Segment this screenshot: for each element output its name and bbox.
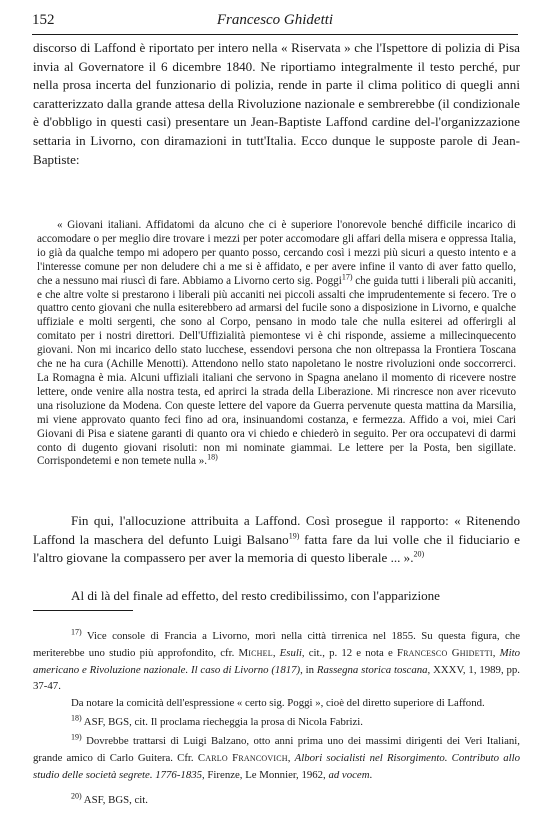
- footnote-19-text: , Firenze, Le Monnier, 1962,: [202, 768, 329, 781]
- footnote-19-text: ,: [287, 751, 295, 764]
- quote-text-part-1: « Giovani italiani. Affidatomi da alcuno che ci è superiore l'onorevole benché difficile incarico di accomodare o per meglio dire trovare i mezzi per poter accomodare gli affari della misera e oppressa Italia, io già da qualche tempo mi adopero per quanto posso, cercando così i mezzi più sicuri a questo intento e a l'interesse comune per non deludere chi a me si è affidato, e per avere infine il vanto di aver fatto quello, che a nessuno mai riuscì di fare. Abbiamo a Livorno certo sig. Poggi: [37, 219, 516, 287]
- footnote-19-mark: 19): [71, 732, 82, 742]
- footnote-17-text: Vice console di Francia a Livorno, morì nella città tirrenica nel 1855. Su questa figura, che meriterebbe uno studio più approfondito, cfr.: [33, 630, 520, 659]
- footnote-20-text: ASF, BGS, cit.: [81, 794, 149, 806]
- footnote-ref-20: 20): [413, 549, 425, 559]
- footnote-17-text: , cit., p. 12 e nota e: [301, 646, 397, 659]
- footnote-ref-18: 18): [207, 452, 218, 462]
- footnote-20-mark: 20): [71, 791, 82, 801]
- footnote-18-text: ASF, BGS, cit. Il proclama riecheggia la prosa di Nicola Fabrizi.: [81, 716, 363, 728]
- intro-paragraph: discorso di Laffond è riportato per intero nella « Riservata » che l'Ispettore di polizia di Pisa invia al Governatore il 6 dicembre 1840. Ne riportiamo integralmente il testo perché, pur nella prosa incerta del funzionario di polizia, rende in parte il clima politico di quegli anni caratterizzato dalla grande attesa della Rivoluzione nazionale e sembrerebbe (il condizionale è d'obbligo in questi casi) presentare un Jean-Baptiste Laffond cardine del-l'organizzazione settaria in Livorno, con diramazioni in tutt'Italia. Ecco dunque le supposte parole di Jean-Baptiste:: [33, 40, 520, 167]
- footnote-17-text: , XXXV, 1, 1989, pp. 37-47.: [33, 663, 520, 693]
- footnote-20: [33, 792, 520, 809]
- footnote-17-journal: Rassegna storica toscana: [316, 663, 428, 676]
- footnote-19-ad-vocem: ad vocem: [328, 768, 370, 781]
- footnote-ref-17: 17): [341, 271, 353, 281]
- footnote-17-author-2: Francesco Ghidetti: [396, 646, 493, 659]
- paragraph-report-part-2: fatta fare da lui volle che il fiduciario e l'altro giovane la compassero per aver la memoria di questo liberale ... ».: [33, 531, 520, 566]
- footnote-17-text: , in: [300, 663, 317, 676]
- running-title: Francesco Ghidetti: [216, 12, 334, 28]
- footnote-19-text: .: [369, 768, 373, 781]
- header-rule: [32, 34, 518, 35]
- footnote-17-text: ,: [492, 646, 500, 659]
- quoted-allocution: [37, 219, 516, 469]
- paragraph-continuation: Al di là del finale ad effetto, del resto credibilissimo, con l'apparizione: [71, 588, 440, 603]
- paragraph-report: [33, 512, 520, 568]
- footnote-17-title-2: Mito americano e Rivoluzione nazionale. Il caso di Livorno (1817): [33, 646, 520, 676]
- footnote-17: [33, 628, 520, 695]
- footnote-17-text: ,: [272, 646, 280, 659]
- footnote-19: [33, 733, 520, 783]
- footnote-17-title-1: Esuli: [279, 646, 302, 659]
- footnote-17-continuation: Da notare la comicità dell'espressione « certo sig. Poggi », cioè del diretto superiore di Laffond.: [71, 697, 485, 709]
- footnote-ref-19: 19): [288, 531, 300, 541]
- footnote-17-mark: 17): [71, 627, 82, 637]
- footnote-18-mark: 18): [71, 713, 82, 723]
- footnote-19-author: Carlo Francovich: [197, 751, 288, 764]
- footnote-19-text: Dovrebbe trattarsi di Luigi Balzano, otto anni prima uno dei massimi dirigenti dei Veri Italiani, grande amico di Carlo Guitera. Cfr.: [33, 735, 520, 764]
- paragraph-report-part-1: Fin qui, l'allocuzione attribuita a Laffond. Così prosegue il rapporto: « Ritenendo Laffond la maschera del defunto Luigi Balsano: [33, 513, 520, 547]
- footnote-19-title: Albori socialisti nel Risorgimento. Contributo allo studio delle società segrete. 1776-1835: [33, 751, 520, 781]
- footnote-18: [33, 714, 520, 731]
- quote-text-part-2: che guida tutti i liberali più accaniti, e che altre volte si prestarono i liberali più accaniti nei piccoli assalti che imprudentemente si fecero. Tre o quattro cento giovani che nulla esiterebbero ad armarsi del fucile sono a disposizione in Livorno, e qualche uffiziale e molti sergenti, che sono al Corpo, pensano in modo tale che nulla esiterei ad offerirgli al comitato per i nostri direttori. Dell'Uffizialità piemontese vi è chi risponde, assieme a millecinquecento giovani. Non mi incarico dello stato lucchese, essendovi persona che non oltrepassa la Frontiera Toscana che ne ha cura (Achille Menotti). Attendono nello stato napoletano le nostre rivoluzioni onde soccorrerci. La Romagna è mia. Alcuni uffiziali italiani che servono in Spagna anelano il momento di ricevere nostre lettere, onde venire alla nostra testa, ed aprirci la strada della Liberazione. Mi rincresce non aver ricevuto una risoluzione da Modena. Con queste lettere del vapore da Guerra pervenute questa mattina da Marsilia, mi viene approvato quanto feci fino ad ora, insinuandomi costanza, e fermezza. Affido a voi, miei Cari Giovani di Pisa e siatene garanti di quanto ora vi chiedo e chiederò in seguito. Per ora occupatevi di darmi conto di dugento giovani risoluti: non mi nominate giammai. Le lettere per la Posta, ben sigillate. Corrispondetemi e non temete nulla ».: [37, 274, 516, 468]
- footnote-17-author-1: Michel: [238, 646, 273, 659]
- footnote-rule: [33, 610, 133, 611]
- page-number: 152: [32, 12, 55, 28]
- page-header: [32, 12, 518, 34]
